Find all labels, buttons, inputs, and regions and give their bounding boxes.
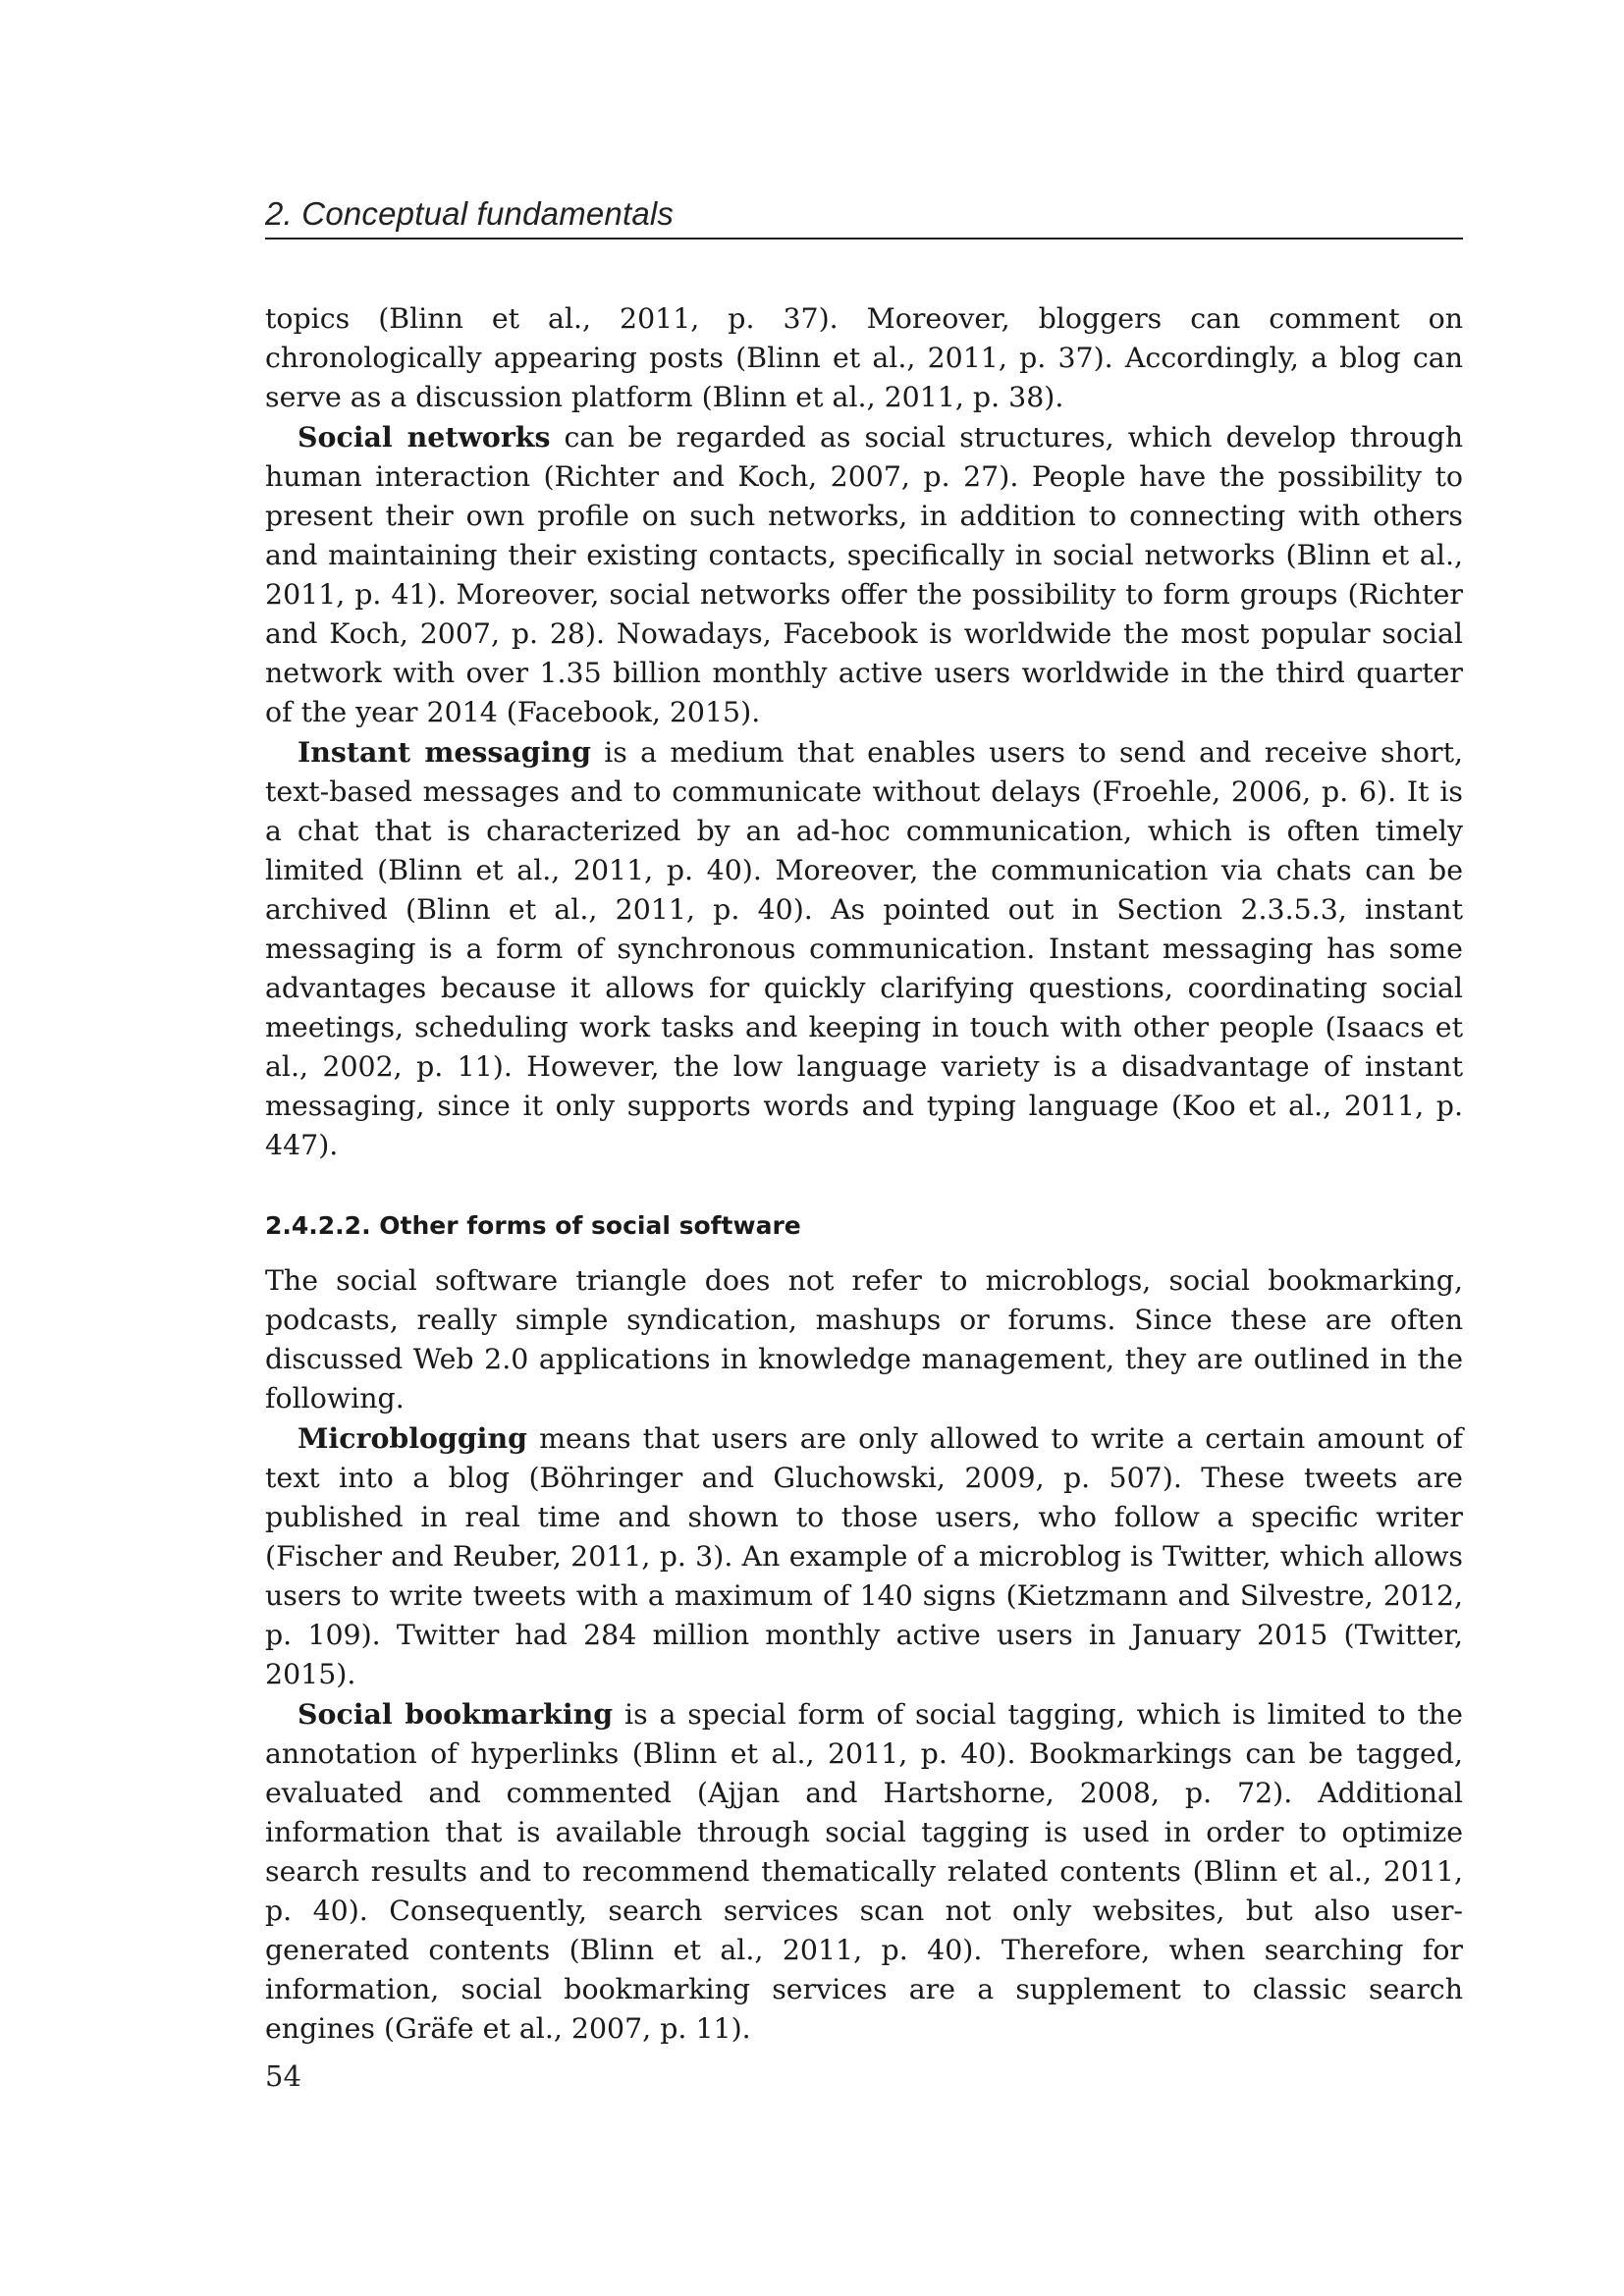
paragraph-social-networks	[265, 417, 1463, 732]
paragraph-text: means that users are only allowed to write a certain amount of text into a blog (Böhringer and Gluchowski, 2009, p. 507). These tweets are published in real time and shown to those users, who follow a specific writer (Fischer and Reuber, 2011, p. 3). An example of a microblog is Twitter, which allows users to write tweets with a maximum of 140 signs (Kietzmann and Silvestre, 2012, p. 109). Twitter had 284 million monthly active users in January 2015 (Twitter, 2015).	[265, 1422, 1463, 1690]
paragraph-blog-continuation	[265, 299, 1463, 417]
paragraph-text: The social software triangle does not refer to microblogs, social bookmarking, podcasts, really simple syndication, mashups or forums. Since these are often discussed Web 2.0 applications in knowledge management, they are outlined in the following.	[265, 1264, 1463, 1415]
paragraph-text: is a medium that enables users to send and receive short, text-based messages and to communicate without delays (Froehle, 2006, p. 6). It is a chat that is characterized by an ad-hoc communication, which is often timely limited (Blinn et al., 2011, p. 40). Moreover, the communication via chats can be archived (Blinn et al., 2011, p. 40). As pointed out in Section 2.3.5.3, instant messaging is a form of synchronous communication. Instant messaging has some advantages because it allows for quickly clarifying questions, coordinating social meetings, scheduling work tasks and keeping in touch with other people (Isaacs et al., 2002, p. 11). However, the low language variety is a disadvantage of instant messaging, since it only supports words and typing language (Koo et al., 2011, p. 447).	[265, 736, 1463, 1161]
body-text	[265, 299, 1463, 2049]
running-header	[265, 192, 1463, 240]
page-number: 54	[265, 2059, 301, 2093]
running-title: 2. Conceptual fundamentals	[265, 195, 675, 232]
paragraph-text: is a special form of social tagging, which is limited to the annotation of hyperlinks (Blinn et al., 2011, p. 40). Bookmarkings can be tagged, evaluated and commented (Ajjan and Hartshorne, 2008, p. 72). Additional information that is available through social tagging is used in order to optimize search results and to recommend thematically related contents (Blinn et al., 2011, p. 40). Consequently, search services scan not only websites, but also user-generated contents (Blinn et al., 2011, p. 40). Therefore, when searching for information, social bookmarking services are a supplement to classic search engines (Gräfe et al., 2007, p. 11).	[265, 1698, 1463, 2045]
term-instant-messaging: Instant messaging	[298, 735, 591, 769]
paragraph-text: can be regarded as social structures, which develop through human interaction (Richter and Koch, 2007, p. 27). People have the possibility to present their own profile on such networks, in addition to connecting with others and maintaining their existing contacts, specifically in social networks (Blinn et al., 2011, p. 41). Moreover, social networks offer the possibility to form groups (Richter and Koch, 2007, p. 28). Nowadays, Facebook is worldwide the most popular social network with over 1.35 billion monthly active users worldwide in the third quarter of the year 2014 (Facebook, 2015).	[265, 421, 1463, 728]
paragraph-microblogging	[265, 1418, 1463, 1694]
paragraph-social-bookmarking	[265, 1694, 1463, 2049]
paragraph-instant-messaging	[265, 732, 1463, 1165]
paragraph-text: topics (Blinn et al., 2011, p. 37). Moreover, bloggers can comment on chronologically appearing posts (Blinn et al., 2011, p. 37). Accordingly, a blog can serve as a discussion platform (Blinn et al., 2011, p. 38).	[265, 302, 1463, 413]
subsection-heading: 2.4.2.2. Other forms of social software	[265, 1211, 801, 1240]
paragraph-other-forms-intro	[265, 1261, 1463, 1418]
term-microblogging: Microblogging	[298, 1421, 527, 1455]
term-social-bookmarking: Social bookmarking	[298, 1697, 614, 1731]
term-social-networks: Social networks	[298, 420, 551, 454]
